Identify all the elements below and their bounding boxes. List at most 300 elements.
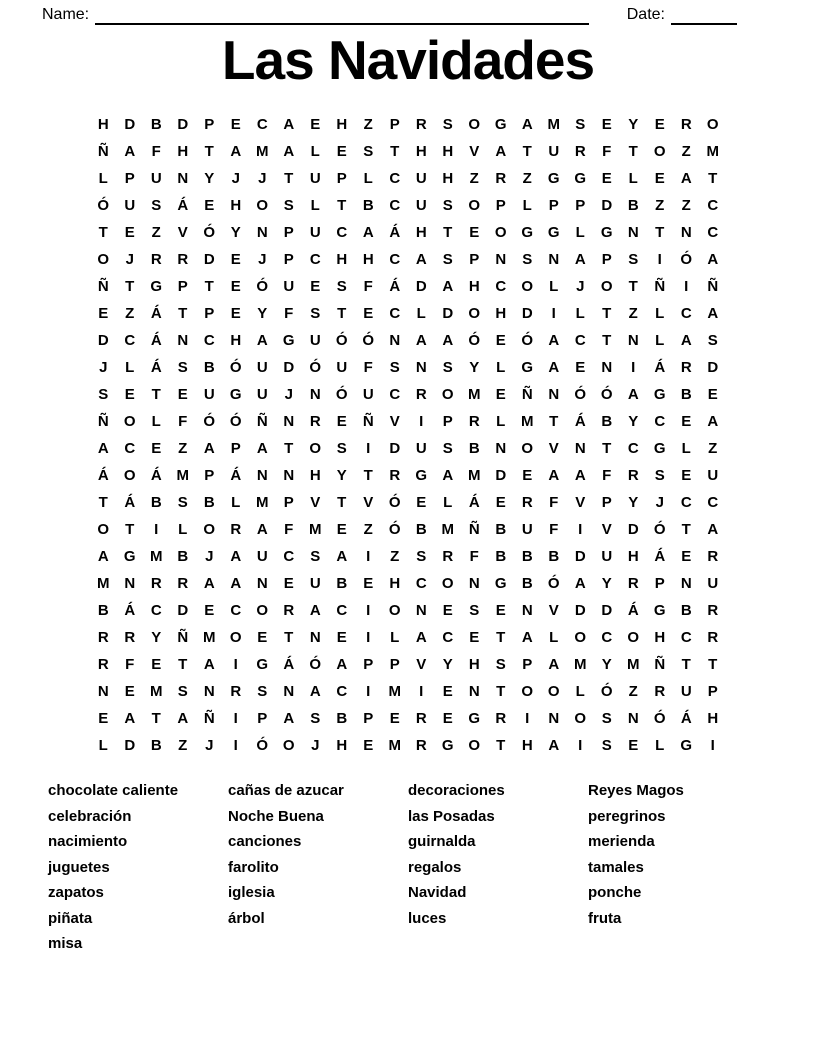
grid-letter: A — [97, 548, 109, 565]
grid-letter: R — [680, 116, 692, 133]
grid-letter: D — [177, 116, 189, 133]
word-list-column — [408, 778, 588, 957]
grid-letter: Ó — [680, 251, 693, 268]
grid-letter: O — [388, 602, 401, 619]
grid-letter: Ó — [229, 413, 242, 430]
grid-letter: L — [310, 197, 320, 214]
grid-letter: E — [681, 467, 692, 484]
grid-letter: O — [653, 143, 666, 160]
grid-letter: R — [707, 548, 719, 565]
grid-letter: Ó — [203, 224, 216, 241]
grid-letter: G — [441, 737, 454, 754]
grid-letter: S — [336, 440, 347, 457]
grid-letter: G — [653, 386, 666, 403]
grid-letter: N — [627, 332, 639, 349]
grid-letter: Ó — [574, 386, 587, 403]
grid-letter: O — [97, 521, 110, 538]
grid-letter: L — [549, 629, 559, 646]
grid-letter: S — [310, 710, 321, 727]
grid-letter: Y — [628, 116, 639, 133]
word-list-item: nacimiento — [48, 833, 128, 850]
grid-letter: V — [310, 494, 321, 511]
grid-letter: O — [123, 413, 136, 430]
grid-letter: E — [469, 629, 480, 646]
grid-letter: D — [601, 602, 613, 619]
grid-letter: G — [468, 710, 481, 727]
grid-letter: E — [257, 629, 268, 646]
grid-letter: O — [123, 467, 136, 484]
grid-letter: N — [256, 575, 268, 592]
grid-letter: Ñ — [97, 143, 109, 160]
grid-letter: Á — [627, 602, 639, 619]
grid-letter: M — [256, 494, 269, 511]
grid-letter: H — [230, 332, 242, 349]
grid-letter: E — [469, 224, 480, 241]
grid-letter: S — [601, 710, 612, 727]
word-list-item: celebración — [48, 807, 132, 825]
grid-letter: T — [628, 278, 638, 295]
grid-letter: E — [363, 305, 374, 322]
grid-letter: Y — [628, 494, 639, 511]
grid-letter: T — [125, 278, 135, 295]
grid-letter: B — [203, 359, 215, 376]
grid-letter: N — [548, 386, 560, 403]
grid-letter: B — [468, 440, 480, 457]
grid-letter: D — [521, 305, 533, 322]
grid-letter: S — [469, 602, 480, 619]
grid-letter: A — [707, 521, 719, 538]
grid-letter: E — [389, 710, 400, 727]
grid-letter: Z — [628, 305, 638, 322]
grid-letter: E — [442, 710, 453, 727]
grid-letter: E — [681, 413, 692, 430]
grid-letter: A — [256, 332, 268, 349]
grid-letter: U — [283, 278, 295, 295]
grid-letter: C — [389, 386, 401, 403]
grid-letter: E — [124, 683, 135, 700]
grid-letter: N — [283, 683, 295, 700]
grid-letter: Ñ — [177, 629, 189, 646]
grid-letter: E — [495, 602, 506, 619]
grid-letter: T — [178, 305, 188, 322]
grid-letter: I — [578, 521, 583, 538]
grid-letter: V — [177, 224, 188, 241]
grid-letter: E — [310, 278, 321, 295]
grid-letter: C — [256, 116, 268, 133]
grid-letter: U — [309, 332, 321, 349]
grid-letter: O — [521, 440, 534, 457]
grid-letter: B — [362, 197, 374, 214]
grid-letter: C — [389, 197, 401, 214]
grid-letter: B — [521, 548, 533, 565]
grid-letter: Á — [654, 548, 666, 565]
grid-letter: G — [150, 278, 163, 295]
grid-letter: N — [309, 386, 321, 403]
grid-letter: O — [521, 278, 534, 295]
grid-letter: U — [309, 575, 321, 592]
grid-letter: O — [494, 224, 507, 241]
grid-letter: P — [522, 656, 533, 673]
grid-letter: Ñ — [654, 278, 666, 295]
grid-letter: C — [707, 197, 719, 214]
grid-letter: O — [468, 737, 481, 754]
grid-letter: N — [627, 224, 639, 241]
grid-letter: O — [468, 305, 481, 322]
grid-letter: S — [416, 548, 427, 565]
grid-letter: R — [707, 629, 719, 646]
grid-letter: P — [336, 170, 347, 187]
grid-letter: E — [495, 494, 506, 511]
grid-letter: J — [205, 548, 214, 565]
word-list-item: Navidad — [408, 884, 467, 901]
grid-letter: I — [419, 413, 424, 430]
grid-letter: N — [548, 251, 560, 268]
grid-letter: C — [627, 440, 639, 457]
word-list-item: decoraciones — [408, 782, 505, 799]
grid-letter: N — [177, 332, 189, 349]
grid-letter: C — [415, 575, 427, 592]
grid-letter: A — [203, 440, 215, 457]
grid-letter: C — [309, 251, 321, 268]
grid-letter: N — [680, 575, 692, 592]
grid-letter: P — [442, 413, 453, 430]
grid-letter: E — [681, 548, 692, 565]
grid-letter: S — [575, 116, 586, 133]
grid-letter: V — [363, 494, 374, 511]
grid-letter: U — [150, 170, 162, 187]
grid-letter: J — [231, 170, 240, 187]
grid-letter: M — [547, 116, 560, 133]
grid-letter: G — [415, 467, 428, 484]
grid-letter: S — [389, 359, 400, 376]
grid-letter: Á — [574, 413, 586, 430]
grid-letter: A — [97, 440, 109, 457]
name-blank-line — [95, 7, 589, 25]
grid-letter: L — [522, 197, 532, 214]
grid-letter: O — [229, 629, 242, 646]
grid-letter: S — [177, 494, 188, 511]
grid-letter: Y — [628, 413, 639, 430]
header — [42, 5, 737, 25]
grid-letter: A — [415, 332, 427, 349]
grid-letter: Á — [150, 359, 162, 376]
grid-letter: H — [627, 548, 639, 565]
grid-letter: C — [203, 332, 215, 349]
grid-letter: T — [549, 413, 559, 430]
grid-letter: Y — [204, 170, 215, 187]
grid-letter: A — [415, 629, 427, 646]
grid-letter: G — [574, 170, 587, 187]
grid-letter: D — [177, 602, 189, 619]
grid-letter: N — [548, 710, 560, 727]
grid-letter: A — [442, 467, 454, 484]
grid-letter: D — [574, 602, 586, 619]
grid-letter: B — [150, 737, 162, 754]
grid-letter: C — [336, 602, 348, 619]
grid-letter: A — [521, 629, 533, 646]
grid-letter: R — [309, 413, 321, 430]
grid-letter: T — [496, 629, 506, 646]
grid-letter: O — [282, 737, 295, 754]
grid-letter: Y — [151, 629, 162, 646]
grid-letter: P — [363, 710, 374, 727]
grid-letter: N — [256, 467, 268, 484]
grid-letter: T — [337, 494, 347, 511]
grid-letter: H — [336, 737, 348, 754]
grid-letter: A — [336, 656, 348, 673]
grid-letter: T — [681, 521, 691, 538]
grid-letter: D — [203, 251, 215, 268]
grid-letter: A — [707, 305, 719, 322]
grid-letter: Z — [708, 440, 718, 457]
grid-letter: R — [389, 467, 401, 484]
grid-letter: Z — [522, 170, 532, 187]
grid-letter: E — [336, 629, 347, 646]
grid-letter: Á — [150, 332, 162, 349]
grid-letter: L — [655, 737, 665, 754]
grid-letter: H — [97, 116, 109, 133]
grid-letter: A — [309, 683, 321, 700]
grid-letter: H — [362, 251, 374, 268]
grid-letter: N — [468, 575, 480, 592]
word-list-item: piñata — [48, 909, 93, 927]
grid-letter: T — [337, 305, 347, 322]
grid-letter: L — [575, 683, 585, 700]
grid-letter: I — [366, 629, 371, 646]
grid-letter: U — [680, 683, 692, 700]
grid-letter: G — [547, 224, 560, 241]
grid-letter: A — [177, 710, 189, 727]
grid-letter: N — [283, 467, 295, 484]
grid-letter: C — [124, 440, 136, 457]
grid-letter: U — [707, 575, 719, 592]
grid-letter: A — [574, 575, 586, 592]
grid-letter: S — [442, 251, 453, 268]
grid-letter: U — [256, 359, 268, 376]
grid-letter: L — [496, 359, 506, 376]
grid-letter: N — [124, 575, 136, 592]
grid-letter: T — [284, 440, 294, 457]
grid-letter: R — [97, 656, 109, 673]
grid-letter: F — [363, 359, 373, 376]
grid-letter: J — [205, 737, 214, 754]
grid-letter: M — [388, 737, 401, 754]
grid-letter: F — [284, 305, 294, 322]
grid-letter: P — [548, 197, 559, 214]
word-list — [48, 778, 768, 957]
grid-letter: P — [204, 467, 215, 484]
grid-letter: Á — [230, 467, 242, 484]
grid-letter: Y — [257, 305, 268, 322]
grid-letter: R — [415, 116, 427, 133]
grid-letter: J — [258, 251, 267, 268]
grid-letter: O — [547, 683, 560, 700]
grid-letter: I — [366, 683, 371, 700]
grid-letter: E — [230, 278, 241, 295]
grid-letter: E — [707, 386, 718, 403]
grid-letter: I — [366, 440, 371, 457]
grid-letter: S — [442, 116, 453, 133]
grid-letter: B — [336, 710, 348, 727]
grid-letter: E — [177, 386, 188, 403]
grid-letter: A — [309, 602, 321, 619]
grid-letter: I — [233, 656, 238, 673]
puzzle-title: Las Navidades — [221, 29, 595, 91]
grid-letter: P — [707, 683, 718, 700]
grid-letter: M — [203, 629, 216, 646]
grid-letter: C — [654, 413, 666, 430]
grid-letter: R — [627, 467, 639, 484]
grid-letter: G — [494, 575, 507, 592]
grid-letter: F — [549, 521, 559, 538]
grid-letter: Ó — [653, 710, 666, 727]
grid-letter: Y — [469, 359, 480, 376]
grid-letter: A — [362, 224, 374, 241]
grid-letter: J — [99, 359, 108, 376]
grid-letter: T — [602, 305, 612, 322]
grid-letter: B — [150, 116, 162, 133]
grid-letter: I — [366, 602, 371, 619]
grid-letter: F — [549, 494, 559, 511]
grid-letter: U — [256, 548, 268, 565]
grid-letter: A — [442, 278, 454, 295]
grid-letter: D — [97, 332, 109, 349]
grid-letter: I — [631, 359, 636, 376]
grid-letter: R — [521, 494, 533, 511]
grid-letter: D — [389, 440, 401, 457]
grid-letter: A — [256, 440, 268, 457]
grid-letter: N — [177, 170, 189, 187]
grid-letter: P — [389, 116, 400, 133]
grid-letter: H — [389, 575, 401, 592]
grid-letter: T — [496, 737, 506, 754]
grid-letter: D — [415, 278, 427, 295]
grid-letter: E — [310, 116, 321, 133]
grid-letter: L — [443, 494, 453, 511]
word-list-item: Reyes Magos — [588, 782, 684, 799]
word-list-item: regalos — [408, 858, 462, 876]
grid-letter: Ó — [547, 575, 560, 592]
grid-letter: L — [98, 170, 108, 187]
grid-letter: Z — [655, 197, 665, 214]
grid-letter: I — [233, 710, 238, 727]
grid-letter: C — [389, 251, 401, 268]
grid-letter: E — [336, 521, 347, 538]
grid-letter: R — [495, 710, 507, 727]
grid-letter: D — [601, 197, 613, 214]
grid-letter: T — [602, 332, 612, 349]
grid-letter: E — [416, 494, 427, 511]
grid-letter: S — [363, 143, 374, 160]
grid-letter: E — [230, 251, 241, 268]
grid-letter: A — [707, 413, 719, 430]
grid-letter: L — [231, 494, 241, 511]
grid-letter: Z — [469, 170, 479, 187]
grid-letter: D — [707, 359, 719, 376]
grid-letter: J — [284, 386, 293, 403]
grid-letter: E — [230, 116, 241, 133]
grid-letter: Y — [230, 224, 241, 241]
grid-letter: G — [256, 656, 269, 673]
word-list-item: iglesia — [228, 884, 275, 901]
grid-letter: D — [574, 548, 586, 565]
grid-letter: A — [521, 116, 533, 133]
grid-letter: P — [363, 656, 374, 673]
grid-letter: I — [551, 305, 556, 322]
grid-letter: D — [495, 467, 507, 484]
grid-letter: F — [602, 143, 612, 160]
grid-letter: A — [495, 143, 507, 160]
grid-letter: A — [415, 251, 427, 268]
grid-letter: C — [389, 170, 401, 187]
grid-letter: E — [230, 305, 241, 322]
grid-letter: B — [150, 494, 162, 511]
grid-letter: E — [151, 440, 162, 457]
grid-letter: G — [229, 386, 242, 403]
grid-letter: O — [256, 602, 269, 619]
grid-letter: B — [521, 575, 533, 592]
grid-letter: E — [522, 467, 533, 484]
grid-letter: L — [681, 440, 691, 457]
word-list-column — [588, 778, 768, 957]
grid-letter: B — [415, 521, 427, 538]
grid-letter: I — [657, 251, 662, 268]
grid-letter: S — [336, 278, 347, 295]
grid-letter: A — [574, 467, 586, 484]
grid-letter: C — [574, 332, 586, 349]
grid-letter: U — [415, 170, 427, 187]
grid-letter: V — [548, 602, 559, 619]
grid-letter: Ñ — [362, 413, 374, 430]
grid-letter: O — [600, 278, 613, 295]
grid-letter: M — [256, 143, 269, 160]
grid-letter: L — [178, 521, 188, 538]
grid-letter: R — [230, 521, 242, 538]
grid-letter: Ó — [600, 386, 613, 403]
grid-letter: Ñ — [654, 656, 666, 673]
grid-letter: R — [495, 170, 507, 187]
grid-letter: I — [684, 278, 689, 295]
grid-letter: D — [283, 359, 295, 376]
grid-letter: A — [283, 710, 295, 727]
grid-letter: I — [525, 710, 530, 727]
grid-letter: O — [441, 386, 454, 403]
grid-letter: A — [124, 143, 136, 160]
grid-letter: C — [389, 305, 401, 322]
word-list-item: ponche — [588, 884, 642, 901]
grid-letter: Ñ — [707, 278, 719, 295]
grid-letter: S — [442, 359, 453, 376]
grid-letter: A — [680, 170, 692, 187]
grid-letter: L — [655, 332, 665, 349]
grid-letter: O — [706, 116, 719, 133]
grid-letter: Ó — [309, 656, 322, 673]
grid-letter: B — [97, 602, 109, 619]
grid-letter: T — [708, 656, 718, 673]
grid-letter: Á — [389, 278, 401, 295]
grid-letter: H — [336, 116, 348, 133]
grid-letter: L — [575, 224, 585, 241]
grid-letter: S — [310, 305, 321, 322]
grid-letter: T — [628, 143, 638, 160]
grid-letter: F — [363, 278, 373, 295]
grid-letter: B — [680, 386, 692, 403]
grid-letter: S — [310, 548, 321, 565]
grid-letter: M — [574, 656, 587, 673]
grid-letter: N — [601, 359, 613, 376]
grid-letter: T — [681, 656, 691, 673]
grid-letter: L — [98, 737, 108, 754]
